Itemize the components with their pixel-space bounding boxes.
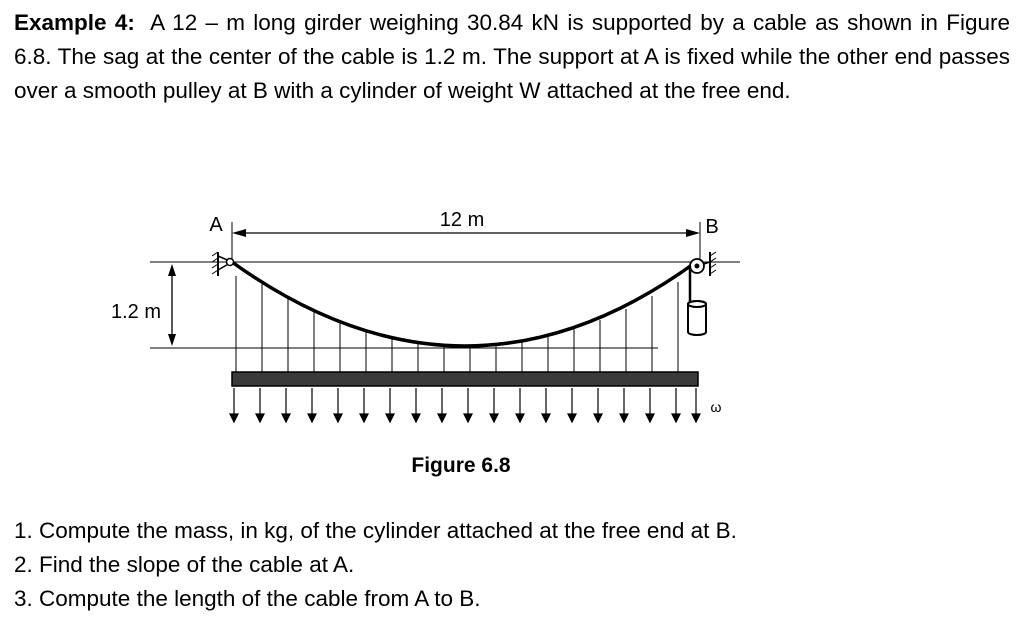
span-arrow-left: [232, 229, 246, 237]
span-label: 12 m: [439, 209, 485, 231]
load-symbol: ω: [710, 399, 722, 415]
span-arrow-right: [686, 229, 700, 237]
question-item: 2. Find the slope of the cable at A.: [14, 552, 355, 577]
question-item: 3. Compute the length of the cable from A to B.: [14, 586, 481, 611]
hangers: [236, 276, 678, 372]
cylinder-weight-icon: [688, 301, 706, 335]
question-list: [14, 514, 737, 616]
sag-arrow-top: [168, 264, 176, 276]
figure-caption: Figure 6.8: [411, 454, 511, 477]
support-a-icon: [212, 252, 234, 276]
sag-arrow-bottom: [168, 334, 176, 346]
girder: [232, 372, 698, 386]
point-a-label: A: [209, 214, 223, 236]
sag-label: 1.2 m: [110, 301, 162, 323]
point-b-label: B: [705, 216, 719, 238]
example-label: Example 4:: [14, 10, 135, 35]
problem-text: A 12 – m long girder weighing 30.84 kN is supported by a cable as shown in Figure 6.8. The sag at the center of the cable is 1.2 m. The support at A is fixed while the other end passes over a smooth pulley at B with a cylinder of weight W attached at the free end.: [14, 10, 1010, 103]
distributed-load-arrows: [230, 388, 700, 422]
question-item: 1. Compute the mass, in kg, of the cylinder attached at the free end at B.: [14, 518, 737, 543]
pulley-b-icon: [690, 252, 716, 276]
